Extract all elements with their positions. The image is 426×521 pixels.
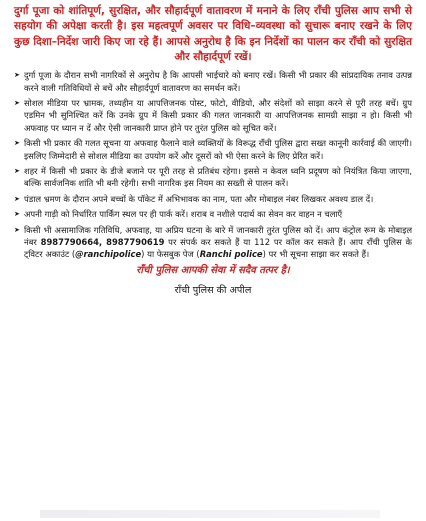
guideline-item-4 <box>14 165 412 190</box>
guideline-text-1: दुर्गा पूजा के दौरान सभी नागरिकों से अनुरोध है कि आपसी भाईचारे को बनाए रखें। किसी भी प्रकार की सांप्रदायिक तनाव उत्पन्न करने वाली गतिविधियों से बचें और सौहार्दपूर्ण वातावरण का समर्थन करें। <box>24 70 412 93</box>
contact-text-c: ) या फेसबुक पेज ( <box>141 249 200 260</box>
guideline-item-1 <box>14 69 412 94</box>
arrow-bullet-icon: ➤ <box>14 139 20 148</box>
guideline-text-6: अपनी गाड़ी को निर्धारित पार्किंग स्थल पर ही पार्क करें। शराब व नशीले पदार्थ का सेवन कर वाहन न चलाएँ <box>24 209 343 220</box>
police-motto: राँची पुलिस आपकी सेवा में सदैव तत्पर है। <box>136 264 290 276</box>
guideline-text-5: पंडाल भ्रमण के दौरान अपने बच्चों के पॉकेट में अभिभावक का नाम, पता और मोबाइल नंबर लिखकर अवश्य डाल दें। <box>24 193 374 204</box>
guidelines-list <box>14 69 412 261</box>
guideline-item-3 <box>14 137 412 162</box>
guideline-text-7 <box>24 224 412 261</box>
arrow-bullet-icon: ➤ <box>14 210 20 219</box>
intro-paragraph: दुर्गा पूजा को शांतिपूर्ण, सुरक्षित, और सौहार्दपूर्ण वातावरण में मनाने के लिए राँची पुलिस आप सभी से सहयोग की अपेक्षा करती है। इस महत्वपूर्ण अवसर पर विधि–व्यवस्था को सुचारू बनाए रखने के लिए कुछ दिशा–निर्देश जारी किए जा रहे हैं। आपसे अनुरोध है कि इन निर्देशों का पालन कर राँची को सुरक्षित और सौहार्दपूर्ण रखें। <box>14 5 412 63</box>
arrow-bullet-icon: ➤ <box>14 71 20 80</box>
twitter-handle: @ranchipolice <box>75 249 142 260</box>
guideline-item-7 <box>14 224 412 261</box>
faded-footer-strip <box>40 510 380 518</box>
guideline-item-6 <box>14 208 412 220</box>
guideline-text-2: सोशल मीडिया पर भ्रामक, तथ्यहीन या आपत्तिजनक पोस्ट, फोटो, वीडियो, और संदेशों को साझा करने से पूरी तरह बचें। ग्रुप एडमिन भी सुनिश्चित करें कि उनके ग्रुप में किसी प्रकार की गलत जानकारी या आपत्तिजनक सामग्री साझा न हो। किसी भी अफवाह पर ध्यान न दें और ऐसी जानकारी प्राप्त होने पर तुरंत पुलिस को सूचित करें। <box>24 98 412 133</box>
appeal-signature: राँची पुलिस की अपील <box>174 284 252 296</box>
arrow-bullet-icon: ➤ <box>14 225 20 234</box>
facebook-page-name: Ranchi police <box>199 249 263 260</box>
contact-text-d: ) पर भी सूचना साझा कर सकते हैं। <box>262 249 370 260</box>
guideline-item-2 <box>14 97 412 134</box>
guideline-text-4: शहर में किसी भी प्रकार के डीजे बजाने पर पूरी तरह से प्रतिबंध रहेगा। इससे न केवल ध्वनि प्रदूषण को नियंत्रित किया जाएगा, बल्कि सार्वजनिक शांति भी बनी रहेगी। सभी नागरिक इस नियम का सख्ती से पालन करें। <box>24 166 412 189</box>
arrow-bullet-icon: ➤ <box>14 167 20 176</box>
arrow-bullet-icon: ➤ <box>14 99 20 107</box>
guideline-item-5 <box>14 193 412 205</box>
contact-text-b: पर संपर्क कर सकते हैं या 112 पर कॉल कर सकते हैं। आप राँची पुलिस के ट्विटर अकाउंट ( <box>24 237 412 260</box>
guideline-text-3: किसी भी प्रकार की गलत सूचना या अफवाह फैलाने वाले व्यक्तियों के विरूद्ध राँची पुलिस द्वारा सख्त कानूनी कार्रवाई की जाएगी। इसलिए जिम्मेदारी से सोशल मीडिया का उपयोग करें और दूसरों को भी ऐसा करने के लिए प्रेरित करें। <box>24 138 412 161</box>
contact-text-a: किसी भी असामाजिक गतिविधि, अफवाह, या अप्रिय घटना के बारे में जानकारी तुरंत पुलिस को दें। आप कंट्रोल रूम के मोबाइल नंबर <box>24 224 412 248</box>
control-room-phone-numbers: 8987790664, 8987790619 <box>40 237 165 248</box>
arrow-bullet-icon: ➤ <box>14 194 20 203</box>
